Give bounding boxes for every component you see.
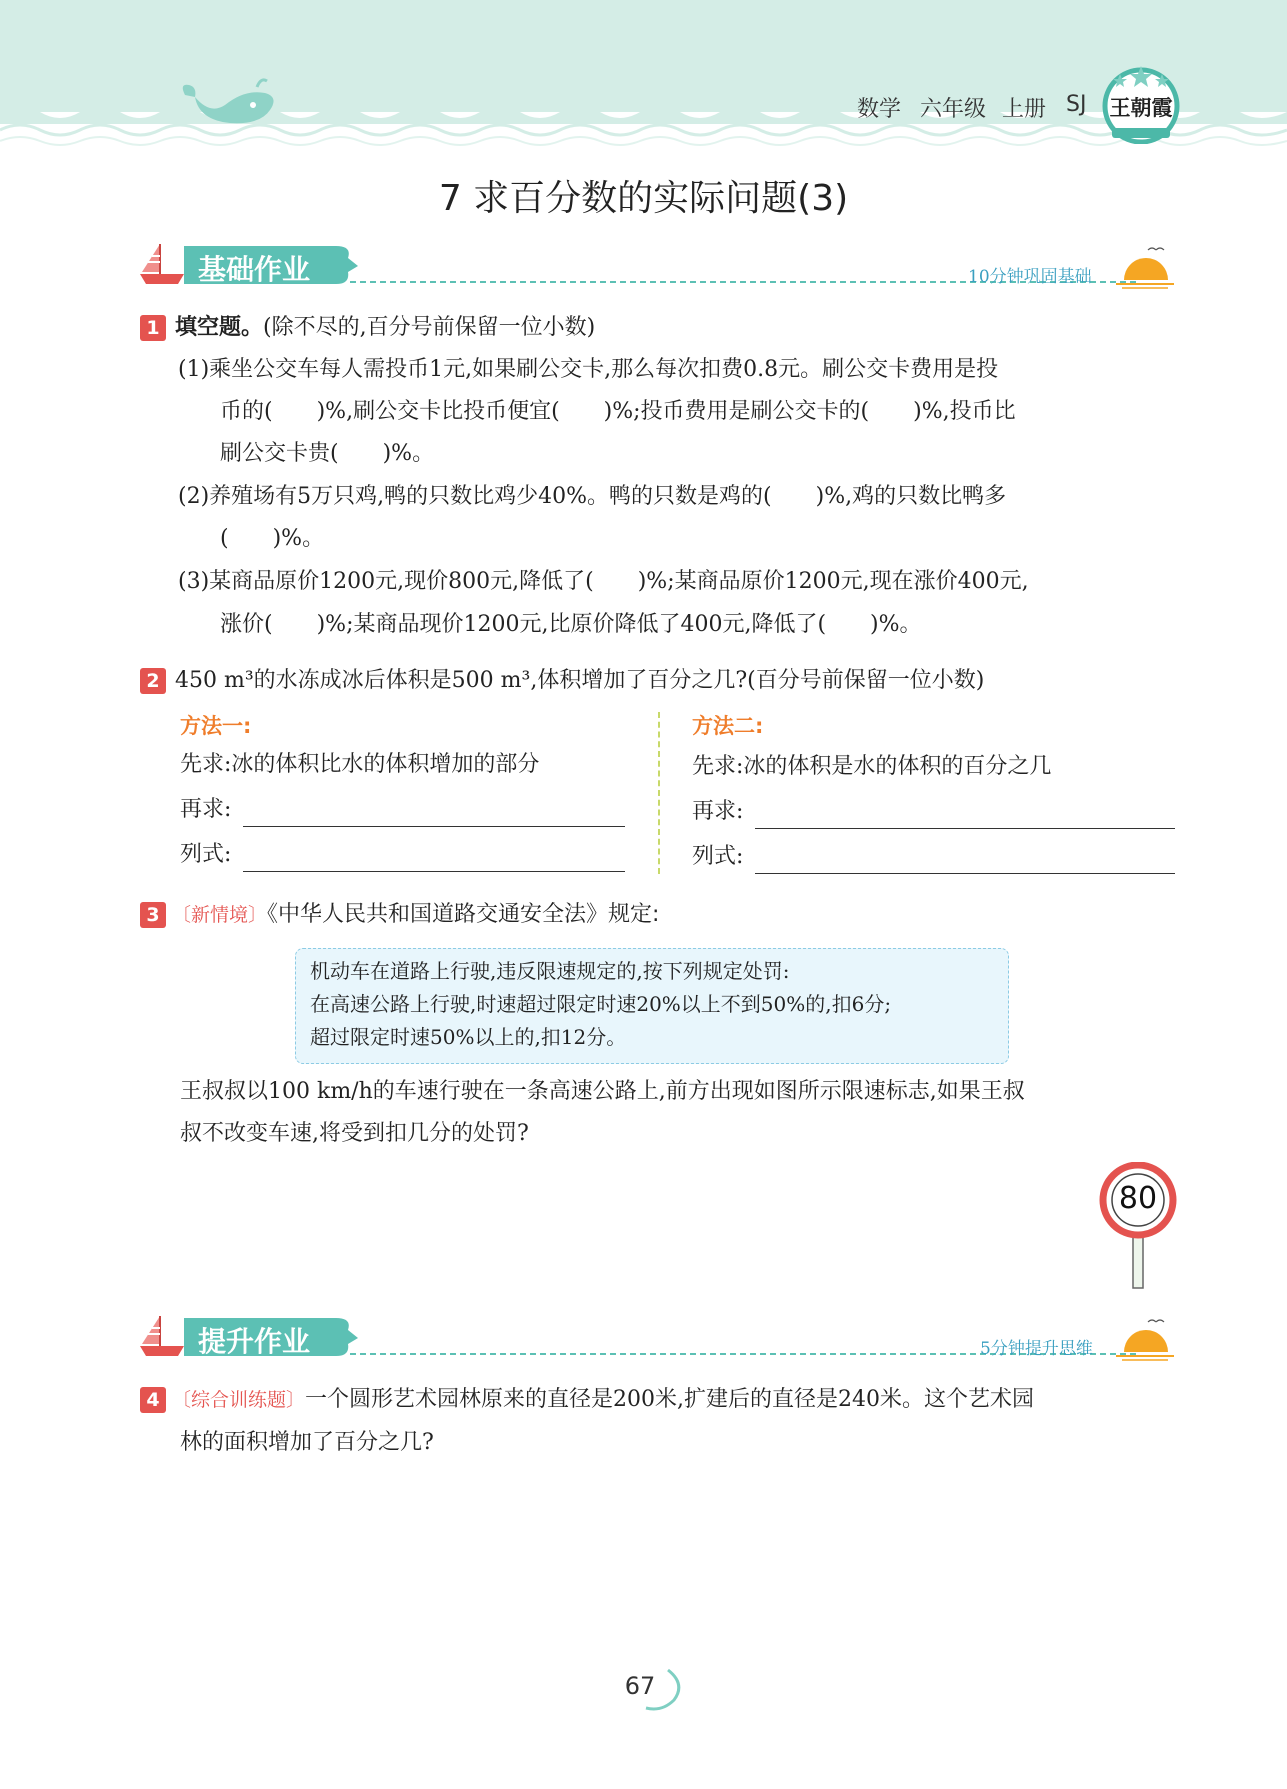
question-2-badge: 2 (140, 668, 166, 694)
method-2-then-label: 再求: (692, 799, 744, 824)
section-basic-label: 基础作业 (198, 253, 311, 286)
question-3-text: 《中华人民共和国道路交通安全法》规定: (267, 902, 660, 927)
header-edition: SJ (1066, 92, 1087, 117)
question-4-badge: 4 (140, 1387, 166, 1413)
q1-line-4: (2)养殖场有5万只鸡,鸭的只数比鸡少40%。鸭的只数是鸡的( )%,鸡的只数比鸭多 (178, 484, 1007, 509)
traffic-rule-box (295, 948, 1009, 1064)
question-2-text: 450 m³的水冻成冰后体积是500 m³,体积增加了百分之几?(百分号前保留一位小数) (175, 668, 985, 693)
question-3-badge: 3 (140, 902, 166, 928)
q1-line-3: 刷公交卡贵( )%。 (220, 441, 435, 466)
q1-line-5: ( )%。 (220, 526, 325, 551)
sailboat-icon (140, 1316, 184, 1356)
question-1-type: 填空题。 (175, 315, 264, 340)
page-title: 7 求百分数的实际问题(3) (438, 178, 849, 219)
method-2-formula-label: 列式: (692, 844, 744, 869)
method-1-then-label: 再求: (180, 797, 232, 822)
whale-icon (175, 75, 285, 135)
rule-line-3: 超过限定时速50%以上的,扣12分。 (310, 1025, 627, 1049)
method-1-first: 先求:冰的体积比水的体积增加的部分 (180, 752, 540, 777)
question-3-line-1: 王叔叔以100 km/h的车速行驶在一条高速公路上,前方出现如图所示限速标志,如果王叔 (180, 1079, 1025, 1104)
question-4-line-1 (172, 1385, 1034, 1415)
question-1-instruction: (除不尽的,百分号前保留一位小数) (263, 315, 596, 340)
method-divider (658, 712, 660, 874)
rule-line-1: 机动车在道路上行驶,违反限速规定的,按下列规定处罚: (310, 959, 790, 983)
speed-limit-value: 80 (1118, 1181, 1158, 1216)
header-subject: 数学 (857, 97, 902, 122)
rule-line-2: 在高速公路上行驶,时速超过限定时速20%以上不到50%的,扣6分; (310, 992, 892, 1016)
method-1-then-answer-line[interactable] (243, 800, 625, 827)
question-1-heading (175, 313, 595, 343)
method-2-title: 方法二: (692, 714, 764, 738)
q1-line-1: (1)乘坐公交车每人需投币1元,如果刷公交卡,那么每次扣费0.8元。刷公交卡费用是投 (178, 357, 999, 382)
method-1-formula-label: 列式: (180, 842, 232, 867)
sailboat-icon (140, 244, 184, 284)
page-number: 67 (624, 1672, 656, 1700)
brand-name: 王朝霞 (1109, 95, 1173, 120)
question-4-tag: 〔综合训练题〕 (172, 1389, 306, 1411)
method-2-then-answer-line[interactable] (755, 802, 1175, 829)
q1-line-2: 币的( )%,刷公交卡比投币便宜( )%;投币费用是刷公交卡的( )%,投币比 (220, 399, 1016, 424)
header-grade: 六年级 (920, 97, 987, 122)
question-1-badge: 1 (140, 315, 166, 341)
q1-line-6: (3)某商品原价1200元,现价800元,降低了( )%;某商品原价1200元,现在涨价400元, (178, 569, 1029, 594)
method-2-first: 先求:冰的体积是水的体积的百分之几 (692, 754, 1052, 779)
section-basic-note: 10分钟巩固基础 (968, 267, 1092, 287)
question-4-text: 一个圆形艺术园林原来的直径是200米,扩建后的直径是240米。这个艺术园 (305, 1387, 1034, 1412)
question-4-line-2: 林的面积增加了百分之几? (180, 1430, 434, 1455)
method-1-title: 方法一: (180, 714, 252, 738)
question-3-heading (172, 900, 659, 930)
question-3-line-2: 叔不改变车速,将受到扣几分的处罚? (180, 1121, 529, 1146)
section-advanced-label: 提升作业 (198, 1325, 311, 1358)
question-3-tag: 〔新情境〕 (172, 904, 268, 926)
header-volume: 上册 (1002, 97, 1047, 122)
method-1-formula-answer-line[interactable] (243, 845, 625, 872)
q1-line-7: 涨价( )%;某商品现价1200元,比原价降低了400元,降低了( )%。 (220, 612, 922, 637)
brand-logo (1100, 62, 1182, 144)
section-advanced-note: 5分钟提升思维 (980, 1339, 1093, 1359)
method-2-formula-answer-line[interactable] (755, 847, 1175, 874)
